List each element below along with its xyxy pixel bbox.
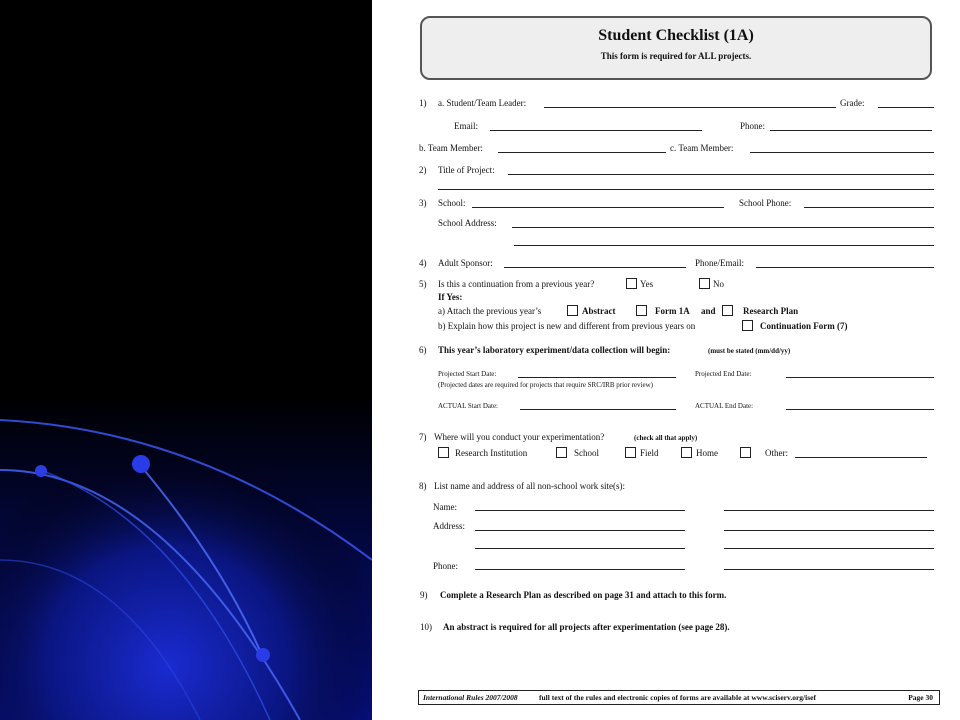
school-label: School: [438, 198, 466, 208]
abstract-label: Abstract [582, 306, 616, 316]
sponsor-field[interactable] [504, 267, 686, 268]
home-label: Home [696, 448, 718, 458]
other-checkbox[interactable] [740, 447, 751, 458]
q1-number: 1) [419, 98, 427, 108]
sponsor-label: Adult Sponsor: [438, 258, 493, 268]
school-option-label: School [574, 448, 600, 458]
form-title: Student Checklist (1A) [598, 27, 754, 44]
school-address-label: School Address: [438, 218, 497, 228]
other-field[interactable] [795, 457, 927, 458]
site2-name-field[interactable] [724, 510, 934, 511]
projected-start-label: Projected Start Date: [438, 370, 497, 378]
grade-label: Grade: [840, 98, 865, 108]
yes-label: Yes [640, 279, 654, 289]
work-site-label: List name and address of all non-school work site(s): [434, 481, 625, 491]
leader-field[interactable] [544, 107, 836, 108]
check-all-note: (check all that apply) [634, 434, 698, 442]
q4-number: 4) [419, 258, 427, 268]
research-institution-checkbox[interactable] [438, 447, 449, 458]
school-address-field-2[interactable] [514, 245, 934, 246]
projected-end-label: Projected End Date: [695, 370, 752, 378]
home-checkbox[interactable] [681, 447, 692, 458]
school-field[interactable] [472, 207, 724, 208]
continuation-form-checkbox[interactable] [742, 320, 753, 331]
member-b-field[interactable] [498, 152, 666, 153]
abstract-checkbox[interactable] [567, 305, 578, 316]
research-plan-label: Research Plan [743, 306, 799, 316]
member-c-field[interactable] [750, 152, 934, 153]
other-label: Other: [765, 448, 788, 458]
school-address-field[interactable] [512, 227, 934, 228]
q6-number: 6) [419, 345, 427, 355]
research-plan-checkbox[interactable] [722, 305, 733, 316]
blue-swoosh-background [0, 0, 372, 720]
form-1a-checkbox[interactable] [636, 305, 647, 316]
date-format-note: (must be stated (mm/dd/yy) [708, 347, 791, 355]
actual-end-label: ACTUAL End Date: [695, 402, 754, 410]
member-b-label: b. Team Member: [419, 143, 483, 153]
actual-start-label: ACTUAL Start Date: [438, 402, 499, 410]
site-phone-label: Phone: [433, 561, 459, 571]
site2-phone-field[interactable] [724, 569, 934, 570]
location-question: Where will you conduct your experimentation? [434, 432, 605, 442]
projected-end-field[interactable] [786, 377, 934, 378]
site1-address-field[interactable] [475, 530, 685, 531]
site-name-label: Name: [433, 502, 457, 512]
field-label: Field [640, 448, 659, 458]
q5-number: 5) [419, 279, 427, 289]
footer-page-number: Page 30 [908, 693, 933, 702]
q2-number: 2) [419, 165, 427, 175]
continuation-yes-checkbox[interactable] [626, 278, 637, 289]
projected-start-field[interactable] [518, 377, 676, 378]
projected-dates-note: (Projected dates are required for projects that require SRC/IRB prior review) [438, 381, 653, 389]
explain-label: b) Explain how this project is new and different from previous years on [438, 321, 696, 331]
footer-rules: International Rules 2007/2008 [423, 693, 518, 702]
footer-text: full text of the rules and electronic copies of forms are available at www.sciserv.org/isef [539, 693, 816, 702]
page-footer [418, 690, 940, 705]
school-checkbox[interactable] [556, 447, 567, 458]
school-phone-field[interactable] [804, 207, 934, 208]
phone-field[interactable] [770, 130, 932, 131]
q9-number: 9) [420, 590, 428, 600]
experiment-begin-label: This year’s laboratory experiment/data collection will begin: [438, 345, 671, 355]
continuation-question: Is this a continuation from a previous year? [438, 279, 595, 289]
research-institution-label: Research Institution [455, 448, 528, 458]
research-plan-instruction: Complete a Research Plan as described on page 31 and attach to this form. [440, 590, 727, 600]
and-label: and [701, 306, 716, 316]
form-header-box [420, 16, 932, 80]
form-subtitle: This form is required for ALL projects. [600, 51, 752, 61]
actual-start-field[interactable] [520, 409, 676, 410]
site2-address-field[interactable] [724, 530, 934, 531]
form-1a-label: Form 1A [655, 306, 690, 316]
project-title-field-2[interactable] [438, 189, 934, 190]
q1-leader-label: a. Student/Team Leader: [438, 98, 527, 108]
phone-label: Phone: [740, 121, 766, 131]
q3-number: 3) [419, 198, 427, 208]
project-title-label: Title of Project: [438, 165, 495, 175]
continuation-no-checkbox[interactable] [699, 278, 710, 289]
site1-name-field[interactable] [475, 510, 685, 511]
email-label: Email: [454, 121, 478, 131]
sponsor-contact-label: Phone/Email: [695, 258, 744, 268]
continuation-form-label: Continuation Form (7) [760, 321, 848, 331]
grade-field[interactable] [878, 107, 934, 108]
checklist-form-page [372, 0, 960, 720]
school-phone-label: School Phone: [739, 198, 792, 208]
site1-phone-field[interactable] [475, 569, 685, 570]
q10-number: 10) [420, 622, 432, 632]
site2-address-field-2[interactable] [724, 548, 934, 549]
email-field[interactable] [490, 130, 702, 131]
member-c-label: c. Team Member: [670, 143, 734, 153]
no-label: No [713, 279, 724, 289]
q8-number: 8) [419, 481, 427, 491]
sponsor-contact-field[interactable] [756, 267, 934, 268]
actual-end-field[interactable] [786, 409, 934, 410]
field-checkbox[interactable] [625, 447, 636, 458]
if-yes-label: If Yes: [438, 292, 463, 302]
site1-address-field-2[interactable] [475, 548, 685, 549]
q7-number: 7) [419, 432, 427, 442]
attach-label: a) Attach the previous year’s [438, 306, 542, 316]
site-address-label: Address: [433, 521, 465, 531]
abstract-instruction: An abstract is required for all projects after experimentation (see page 28). [443, 622, 730, 632]
project-title-field[interactable] [508, 174, 934, 175]
